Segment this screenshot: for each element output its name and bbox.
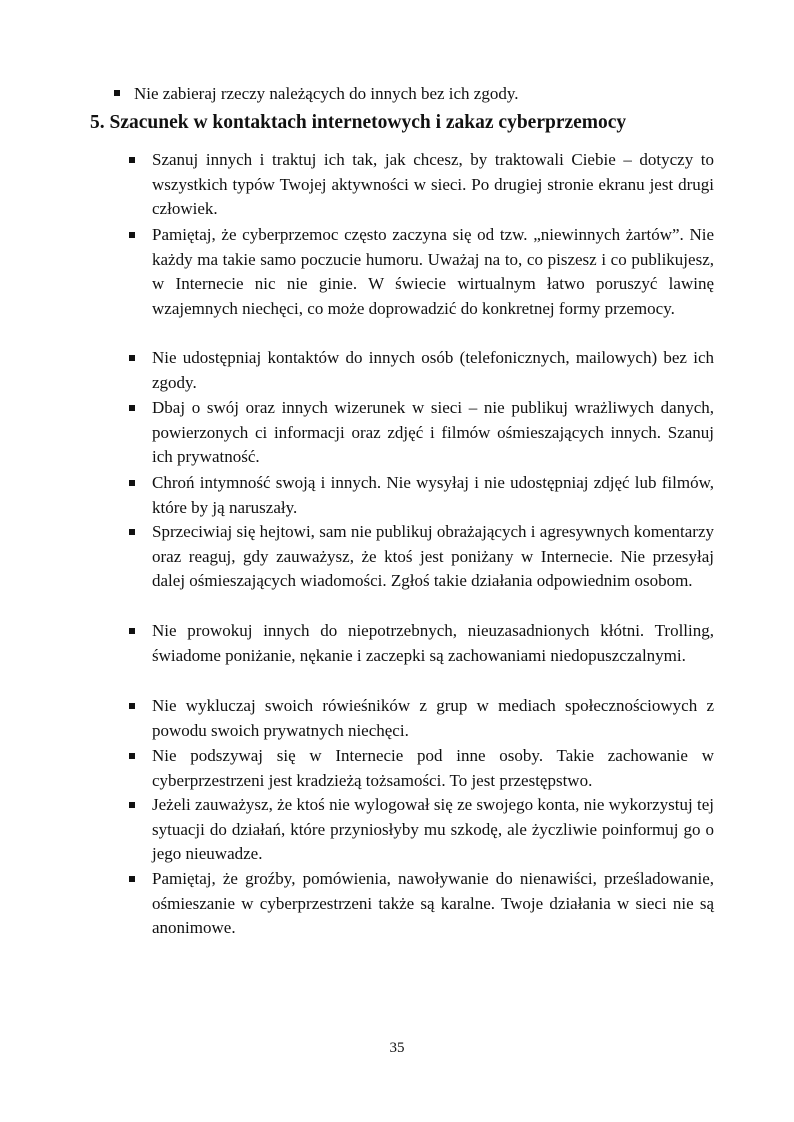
bullet-marker (129, 157, 135, 163)
page-number: 35 (389, 1040, 405, 1056)
bullet-marker (129, 753, 135, 759)
list-item: Dbaj o swój oraz innych wizerunek w sieci – nie publikuj wrażliwych danych, powierzonych ci informacji oraz zdjęć i filmów ośmieszających innych. Szanuj ich prywatność. (152, 398, 714, 466)
list-item: Szanuj innych i traktuj ich tak, jak chcesz, by traktowali Ciebie – dotyczy to wszystkich typów Twojej aktywności w sieci. Po drugiej stronie ekranu jest drugi człowiek. (152, 150, 714, 218)
bullet-marker (129, 876, 135, 882)
bullet-marker (129, 703, 135, 709)
list-item: Jeżeli zauważysz, że ktoś nie wylogował się ze swojego konta, nie wykorzystuj tej sytuacji do działań, które przyniosłyby mu szkodę, ale życzliwie poinformuj go o jego nieuwadze. (152, 795, 714, 863)
list-item: Pamiętaj, że cyberprzemoc często zaczyna się od tzw. „niewinnych żartów”. Nie każdy ma takie samo poczucie humoru. Uważaj na to, co piszesz i co publikujesz, w Internecie nic nie ginie. W świecie wirtualnym łatwo poruszyć lawinę wzajemnych niechęci, co może doprowadzić do konkretnej formy przemocy. (152, 225, 714, 318)
bullet-marker (129, 405, 135, 411)
list-item: Nie wykluczaj swoich rówieśników z grup w mediach społecznościowych z powodu swoich prywatnych niechęci. (152, 696, 714, 740)
bullet-marker (129, 355, 135, 361)
list-item: Nie podszywaj się w Internecie pod inne osoby. Takie zachowanie w cyberprzestrzeni jest kradzieżą tożsamości. To jest przestępstwo. (152, 746, 714, 790)
bullet-marker (129, 628, 135, 634)
list-item: Sprzeciwiaj się hejtowi, sam nie publikuj obrażających i agresywnych komentarzy oraz reaguj, gdy zauważysz, że ktoś jest poniżany w Internecie. Nie przesyłaj dalej ośmieszających wiadomości. Zgłoś takie działania odpowiednim osobom. (152, 522, 714, 590)
bullet-marker (114, 90, 120, 96)
list-item-continued: Nie zabieraj rzeczy należących do innych bez ich zgody. (134, 84, 519, 103)
list-item: Pamiętaj, że groźby, pomówienia, nawoływanie do nienawiści, prześladowanie, ośmieszanie w cyberprzestrzeni także są karalne. Twoje działania w sieci nie są anonimowe. (152, 869, 714, 937)
list-item: Nie prowokuj innych do niepotrzebnych, nieuzasadnionych kłótni. Trolling, świadome poniżanie, nękanie i zaczepki są zachowaniami niedopuszczalnymi. (152, 621, 714, 665)
bullet-marker (129, 480, 135, 486)
list-item: Nie udostępniaj kontaktów do innych osób (telefonicznych, mailowych) bez ich zgody. (152, 348, 714, 392)
bullet-marker (129, 802, 135, 808)
section-heading: 5. Szacunek w kontaktach internetowych i zakaz cyberprzemocy (90, 112, 627, 133)
bullet-marker (129, 529, 135, 535)
list-item: Chroń intymność swoją i innych. Nie wysyłaj i nie udostępniaj zdjęć lub filmów, które by ją naruszały. (152, 473, 714, 517)
bullet-marker (129, 232, 135, 238)
